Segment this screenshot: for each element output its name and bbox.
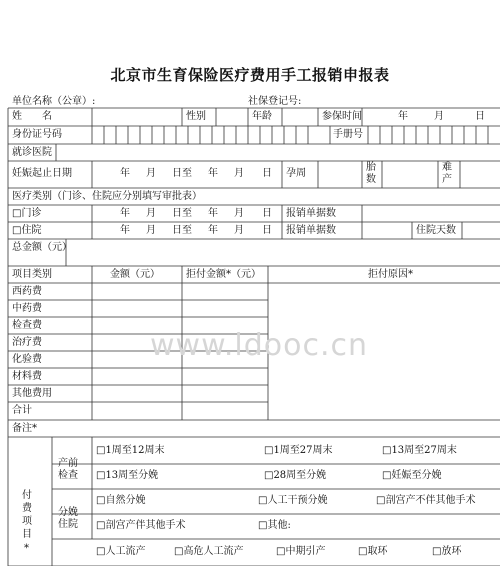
delivery-option-checkbox[interactable]: □剖宫产不伴其他手术 (376, 495, 476, 506)
ip-start-year: 年 (120, 225, 130, 236)
preg-end-year: 年 (208, 168, 218, 179)
prenatal-option-checkbox[interactable]: □妊娠至分娩 (382, 470, 442, 481)
ip-end-year: 年 (208, 225, 218, 236)
difficult-labor-label: 难产 (442, 162, 452, 185)
fetus-count-label: 胎数 (366, 162, 376, 185)
remark-label: 备注* (12, 423, 37, 434)
inpatient-checkbox[interactable]: □住院 (12, 225, 42, 236)
prenatal-option-checkbox[interactable]: □1周至12周末 (96, 445, 165, 456)
op-end-month: 月 (234, 208, 244, 219)
total-amount-label: 总金额（元） (12, 242, 72, 253)
table-row: 材料费 (12, 371, 42, 382)
op-end-day: 日 (262, 208, 272, 219)
pay-label-char: * (24, 543, 29, 554)
id-number-label: 身份证号码 (12, 129, 62, 140)
insure-month-label: 月 (434, 111, 444, 122)
prenatal-option-checkbox[interactable]: □1周至27周末 (264, 445, 333, 456)
preg-start-day-to: 日至 (172, 168, 192, 179)
delivery-hospital-label: 分娩住院 (58, 507, 78, 530)
op-start-day-to: 日至 (172, 208, 192, 219)
prenatal-option-checkbox[interactable]: □13周至分娩 (96, 470, 159, 481)
abortion-option-checkbox[interactable]: □人工流产 (96, 546, 146, 557)
prenatal-option-checkbox[interactable]: □13周至27周末 (382, 445, 457, 456)
op-start-year: 年 (120, 208, 130, 219)
pay-label-char: 费 (22, 503, 32, 514)
watermark: www.ldooc.cn (150, 328, 369, 363)
preg-start-month: 月 (146, 168, 156, 179)
hospital-label: 就诊医院 (12, 147, 52, 158)
op-receipt-count-label: 报销单据数 (286, 208, 336, 219)
table-row: 检查费 (12, 320, 42, 331)
abortion-option-checkbox[interactable]: □中期引产 (276, 546, 326, 557)
ip-receipt-count-label: 报销单据数 (286, 225, 336, 236)
preg-start-year: 年 (120, 168, 130, 179)
table-header-category: 项目类别 (12, 269, 52, 280)
insure-day-label: 日 (475, 111, 485, 122)
prenatal-option-checkbox[interactable]: □28周至分娩 (264, 470, 327, 481)
unit-name-label: 单位名称（公章）: (12, 96, 96, 107)
gestation-week-label: 孕周 (286, 168, 306, 179)
preg-end-day: 日 (262, 168, 272, 179)
pay-label-char: 付 (22, 490, 32, 501)
prenatal-check-label: 产前检查 (58, 458, 78, 481)
age-label: 年龄 (252, 111, 272, 122)
pregnancy-dates-label: 妊娠起止日期 (12, 168, 72, 179)
abortion-option-checkbox[interactable]: □放环 (432, 546, 462, 557)
gender-label: 性别 (186, 111, 206, 122)
social-reg-label: 社保登记号: (248, 96, 302, 107)
delivery-option-checkbox[interactable]: □剖宫产伴其他手术 (96, 520, 186, 531)
pay-label-char: 目 (22, 529, 32, 540)
abortion-option-checkbox[interactable]: □取环 (358, 546, 388, 557)
form-title: 北京市生育保险医疗费用手工报销申报表 (110, 66, 390, 84)
delivery-option-checkbox[interactable]: □其他: (258, 520, 291, 531)
op-end-year: 年 (208, 208, 218, 219)
medical-category-label: 医疗类别（门诊、住院应分别填写审批表） (12, 191, 202, 202)
op-start-month: 月 (146, 208, 156, 219)
delivery-option-checkbox[interactable]: □自然分娩 (96, 495, 146, 506)
handbook-label: 手册号 (333, 129, 363, 140)
table-header-amount: 金额（元） (110, 269, 160, 280)
pay-label-char: 项 (22, 516, 32, 527)
name-label: 姓 名 (12, 111, 52, 122)
ip-start-day-to: 日至 (172, 225, 192, 236)
table-row: 中药费 (12, 303, 42, 314)
table-row: 西药费 (12, 286, 42, 297)
hospital-days-label: 住院天数 (416, 225, 456, 236)
table-header-reason: 拒付原因* (368, 269, 413, 280)
delivery-option-checkbox[interactable]: □人工干预分娩 (258, 495, 328, 506)
abortion-option-checkbox[interactable]: □高危人工流产 (174, 546, 244, 557)
insure-year-label: 年 (398, 111, 408, 122)
table-row: 其他费用 (12, 388, 52, 399)
table-row: 治疗费 (12, 337, 42, 348)
ip-end-day: 日 (262, 225, 272, 236)
table-row: 合计 (12, 405, 32, 416)
outpatient-checkbox[interactable]: □门诊 (12, 208, 42, 219)
table-row: 化验费 (12, 354, 42, 365)
ip-start-month: 月 (146, 225, 156, 236)
insure-time-label: 参保时间 (322, 111, 362, 122)
table-header-rejected: 拒付金额*（元） (186, 269, 261, 280)
preg-end-month: 月 (234, 168, 244, 179)
ip-end-month: 月 (234, 225, 244, 236)
